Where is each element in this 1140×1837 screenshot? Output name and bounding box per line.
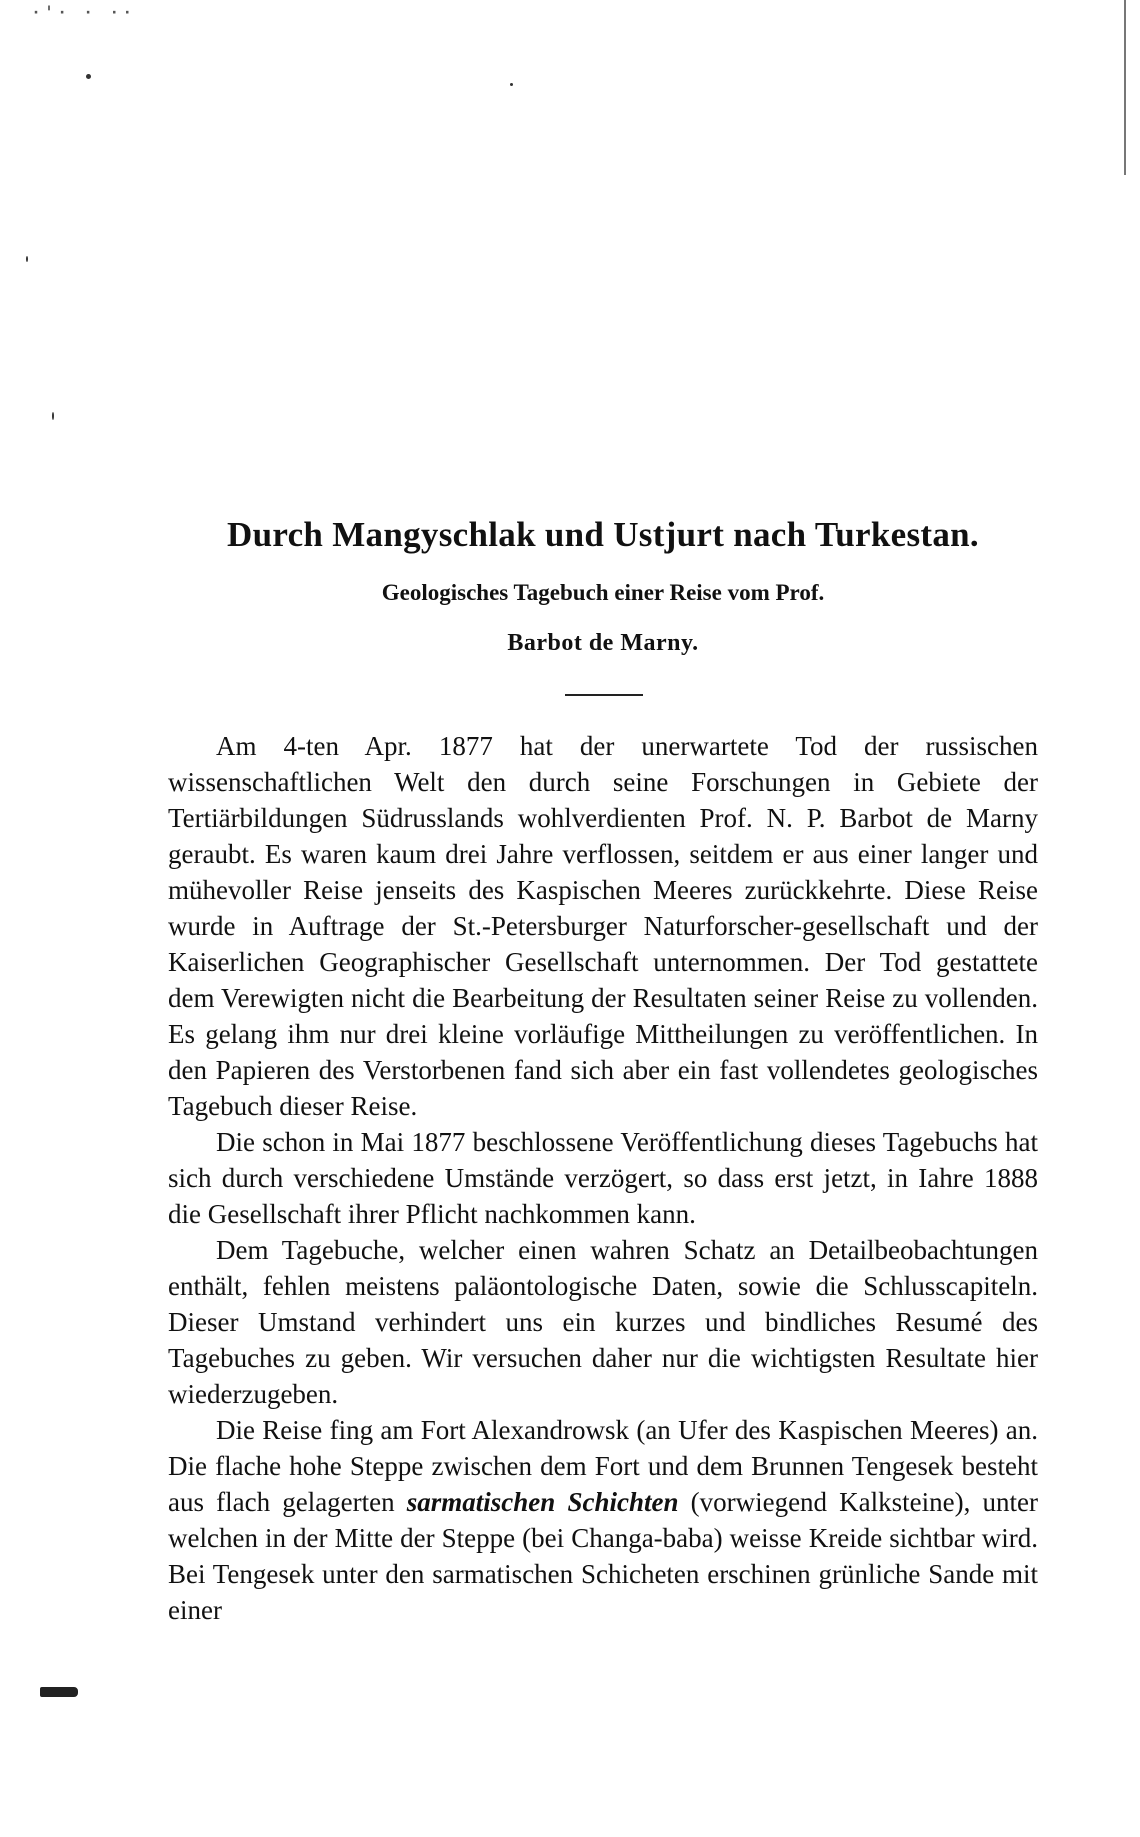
scan-speck (86, 74, 91, 79)
paragraph-1: Am 4-ten Apr. 1877 hat der unerwartete Tod der russischen wissenschaftlichen Welt den durch seine Forschungen in Gebiete der Tertiärbildungen Südrusslands wohlverdienten Prof. N. P. Barbot de Marny geraubt. Es waren kaum drei Jahre verflossen, seitdem er aus einer langer und mühevoller Reise jenseits des Kaspischen Meeres zurückkehrte. Diese Reise wurde in Auftrage der St.-Petersburger Naturforscher-gesellschaft und der Kaiserlichen Geographischer Gesellschaft unternommen. Der Tod gestattete dem Verewigten nicht die Bearbeitung der Resultaten seiner Reise zu vollenden. Es gelang ihm nur drei kleine vorläufige Mittheilungen zu veröffentlichen. In den Papieren des Verstorbenen fand sich aber ein fast vollendetes geologisches Tagebuch dieser Reise. (168, 731, 1038, 1121)
paragraph-4-text-after: (vorwiegend Kalksteine), unter welchen in der Mitte der Steppe (bei Changa-baba) weisse Kreide sichtbar wird. Bei Tengesek unter den sarmatischen Schicheten erschinen grünliche Sande mit einer (168, 1487, 1038, 1625)
paragraph-4 (168, 1412, 1038, 1628)
author-name: Barbot de Marny. (507, 630, 699, 656)
page-subtitle: Geologisches Tagebuch einer Reise vom Prof. (381, 580, 825, 605)
scan-specks: ·'· · ·· (30, 1, 135, 23)
paragraph-2: Die schon in Mai 1877 beschlossene Veröffentlichung dieses Tagebuchs hat sich durch verschiedene Umstände verzögert, so dass erst jetzt, in Iahre 1888 die Gesellschaft ihrer Pflicht nachkommen kann. (168, 1127, 1038, 1229)
paragraph-4-text-before: Die Reise fing am Fort Alexandrowsk (an Ufer des Kaspischen Meeres) an. Die flache hohe Steppe zwischen dem Fort und dem Brunnen Tengesek besteht aus flach gelagerten (168, 1415, 1038, 1517)
paragraph-4-emphasis: sarmatischen Schichten (406, 1487, 679, 1517)
body-text (168, 728, 1038, 1628)
scan-speck (26, 256, 28, 262)
scan-edge-line (1124, 0, 1126, 175)
title-separator-rule (565, 694, 643, 696)
scan-speck (510, 83, 513, 86)
page-title: Durch Mangyschlak und Ustjurt nach Turkestan. (227, 515, 979, 554)
margin-mark (40, 1687, 78, 1697)
paragraph-3: Dem Tagebuche, welcher einen wahren Schatz an Detailbeobachtungen enthält, fehlen meistens paläontologische Daten, sowie die Schlusscapiteln. Dieser Umstand verhindert uns ein kurzes und bindliches Resumé des Tagebuches zu geben. Wir versuchen daher nur die wichtigsten Resultate hier wiederzugeben. (168, 1235, 1038, 1409)
scan-speck (52, 412, 54, 420)
